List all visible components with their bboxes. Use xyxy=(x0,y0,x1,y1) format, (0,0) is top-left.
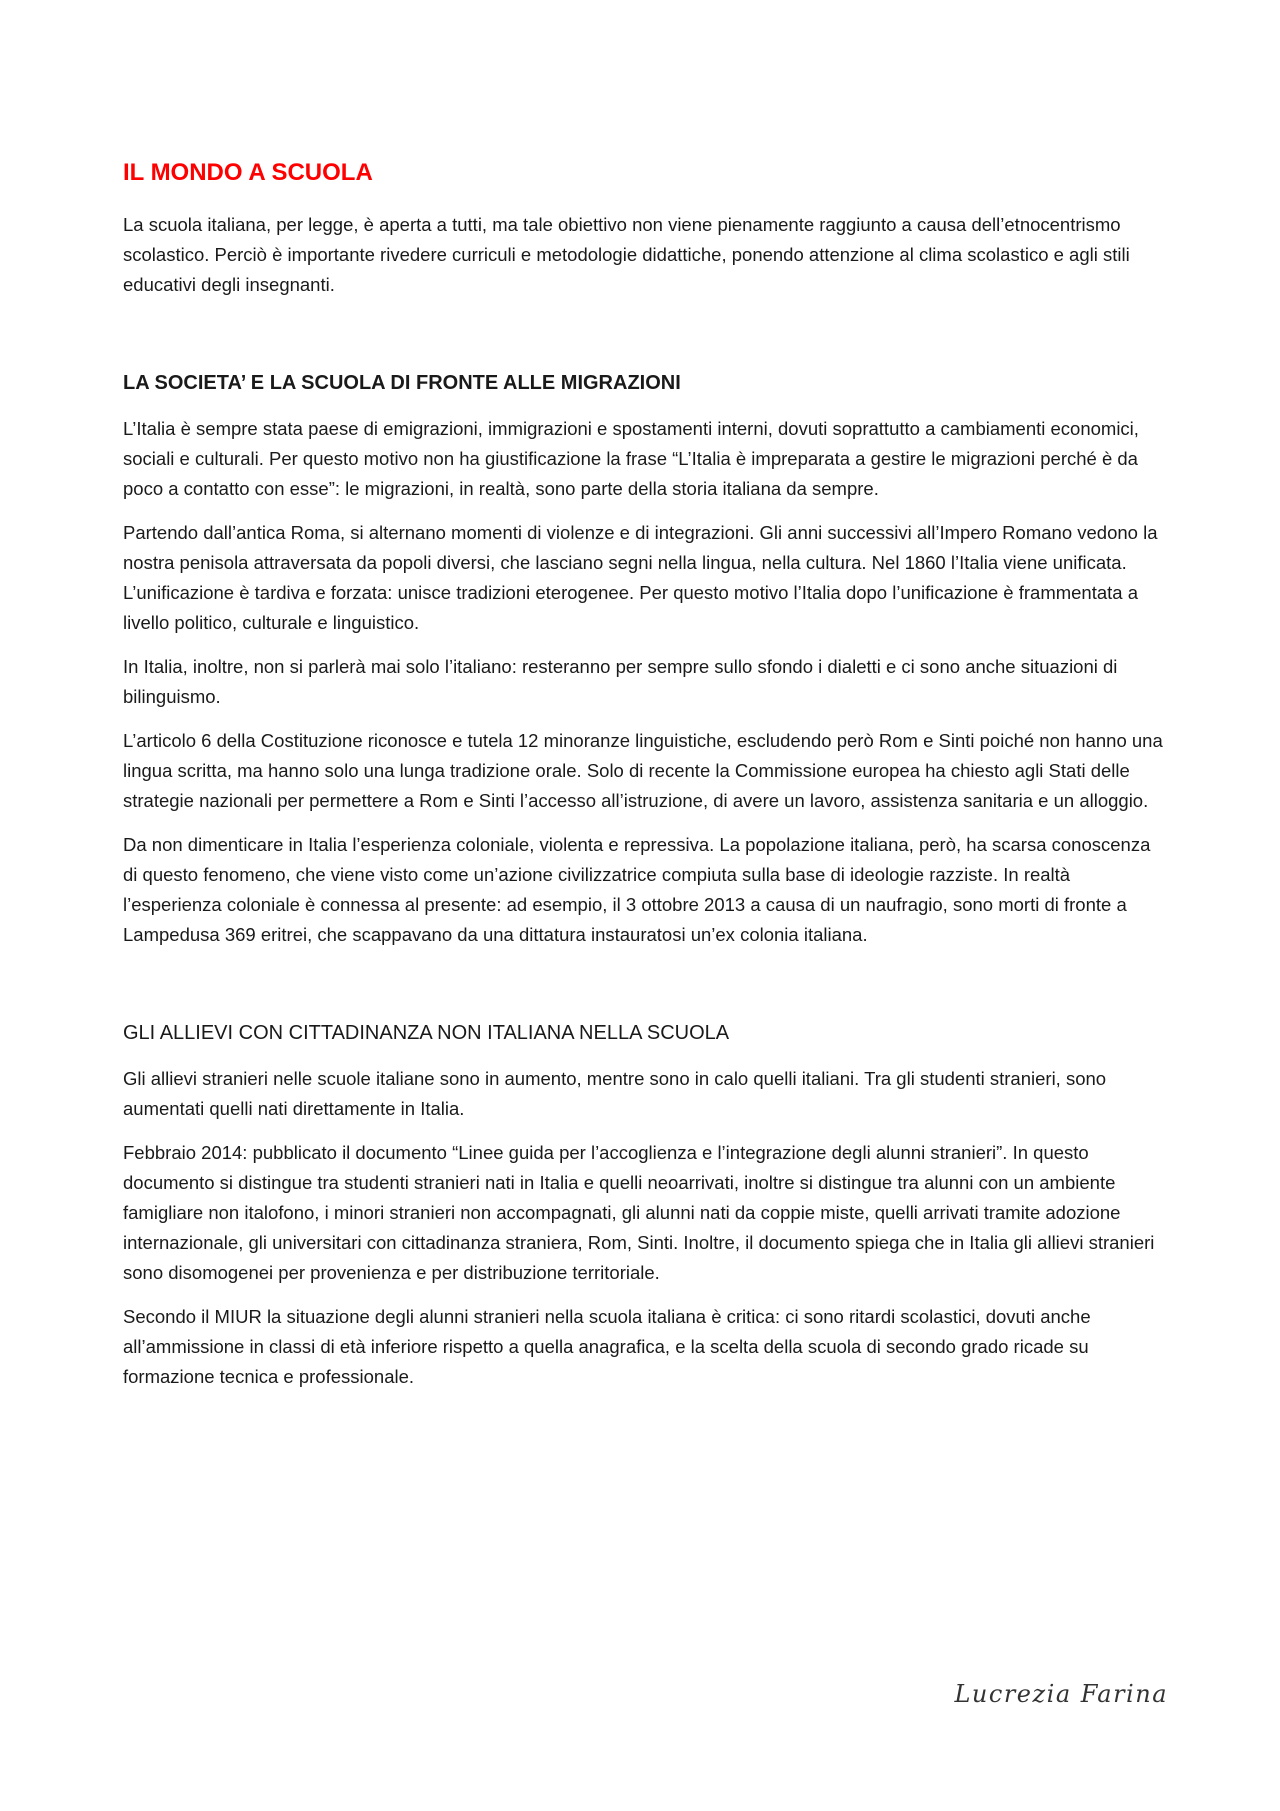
section1-paragraph: L’Italia è sempre stata paese di emigrazioni, immigrazioni e spostamenti interni, dovuti soprattutto a cambiamenti economici, sociali e culturali. Per questo motivo non ha giustificazione la frase “L’Italia è impreparata a gestire le migrazioni perché è da poco a contatto con esse”: le migrazioni, in realtà, sono parte della storia italiana da sempre. xyxy=(123,418,1139,499)
section-heading-migrazioni: LA SOCIETA’ E LA SCUOLA DI FRONTE ALLE MIGRAZIONI xyxy=(123,372,681,394)
author-signature: Lucrezia Farina xyxy=(954,1680,1168,1708)
section-heading-allievi: GLI ALLIEVI CON CITTADINANZA NON ITALIANA NELLA SCUOLA xyxy=(123,1022,730,1044)
document-body xyxy=(123,158,1168,1406)
spacer xyxy=(123,964,1168,1020)
section1-paragraph: L’articolo 6 della Costituzione riconosce e tutela 12 minoranze linguistiche, escludendo però Rom e Sinti poiché non hanno una lingua scritta, ma hanno solo una lunga tradizione orale. Solo di recente la Commissione europea ha chiesto agli Stati delle strategie nazionali per permettere a Rom e Sinti l’accesso all’istruzione, di avere un lavoro, assistenza sanitaria e un alloggio. xyxy=(123,730,1163,811)
section1-paragraph: Da non dimenticare in Italia l’esperienza coloniale, violenta e repressiva. La popolazione italiana, però, ha scarsa conoscenza di questo fenomeno, che viene visto come un’azione civilizzatrice compiuta sulla base di ideologie razziste. In realtà l’esperienza coloniale è connessa al presente: ad esempio, il 3 ottobre 2013 a causa di un naufragio, sono morti di fronte a Lampedusa 369 eritrei, che scappavano da una dittatura instauratosi un’ex colonia italiana. xyxy=(123,834,1151,945)
spacer xyxy=(123,314,1168,370)
intro-paragraph: La scuola italiana, per legge, è aperta a tutti, ma tale obiettivo non viene pienamente raggiunto a causa dell’etnocentrismo scolastico. Perciò è importante rivedere curriculi e metodologie didattiche, ponendo attenzione al clima scolastico e agli stili educativi degli insegnanti. xyxy=(123,214,1130,295)
section2-paragraph: Secondo il MIUR la situazione degli alunni stranieri nella scuola italiana è critica: ci sono ritardi scolastici, dovuti anche all’ammissione in classi di età inferiore rispetto a quella anagrafica, e la scelta della scuola di secondo grado ricade su formazione tecnica e professionale. xyxy=(123,1306,1091,1387)
page-title: IL MONDO A SCUOLA xyxy=(123,159,373,186)
section1-paragraph: In Italia, inoltre, non si parlerà mai solo l’italiano: resteranno per sempre sullo sfondo i dialetti e ci sono anche situazioni di bilinguismo. xyxy=(123,656,1118,707)
section2-paragraph: Febbraio 2014: pubblicato il documento “Linee guida per l’accoglienza e l’integrazione degli alunni stranieri”. In questo documento si distingue tra studenti stranieri nati in Italia e quelli neoarrivati, inoltre si distingue tra alunni con un ambiente famigliare non italofono, i minori stranieri non accompagnati, gli alunni nati da coppie miste, quelli arrivati tramite adozione internazionale, gli universitari con cittadinanza straniera, Rom, Sinti. Inoltre, il documento spiega che in Italia gli allievi stranieri sono disomogenei per provenienza e per distribuzione territoriale. xyxy=(123,1142,1155,1283)
section2-paragraph: Gli allievi stranieri nelle scuole italiane sono in aumento, mentre sono in calo quelli italiani. Tra gli studenti stranieri, sono aumentati quelli nati direttamente in Italia. xyxy=(123,1068,1107,1119)
section1-paragraph: Partendo dall’antica Roma, si alternano momenti di violenze e di integrazioni. Gli anni successivi all’Impero Romano vedono la nostra penisola attraversata da popoli diversi, che lasciano segni nella lingua, nella cultura. Nel 1860 l’Italia viene unificata. L’unificazione è tardiva e forzata: unisce tradizioni eterogenee. Per questo motivo l’Italia dopo l’unificazione è frammentata a livello politico, culturale e linguistico. xyxy=(123,522,1158,633)
